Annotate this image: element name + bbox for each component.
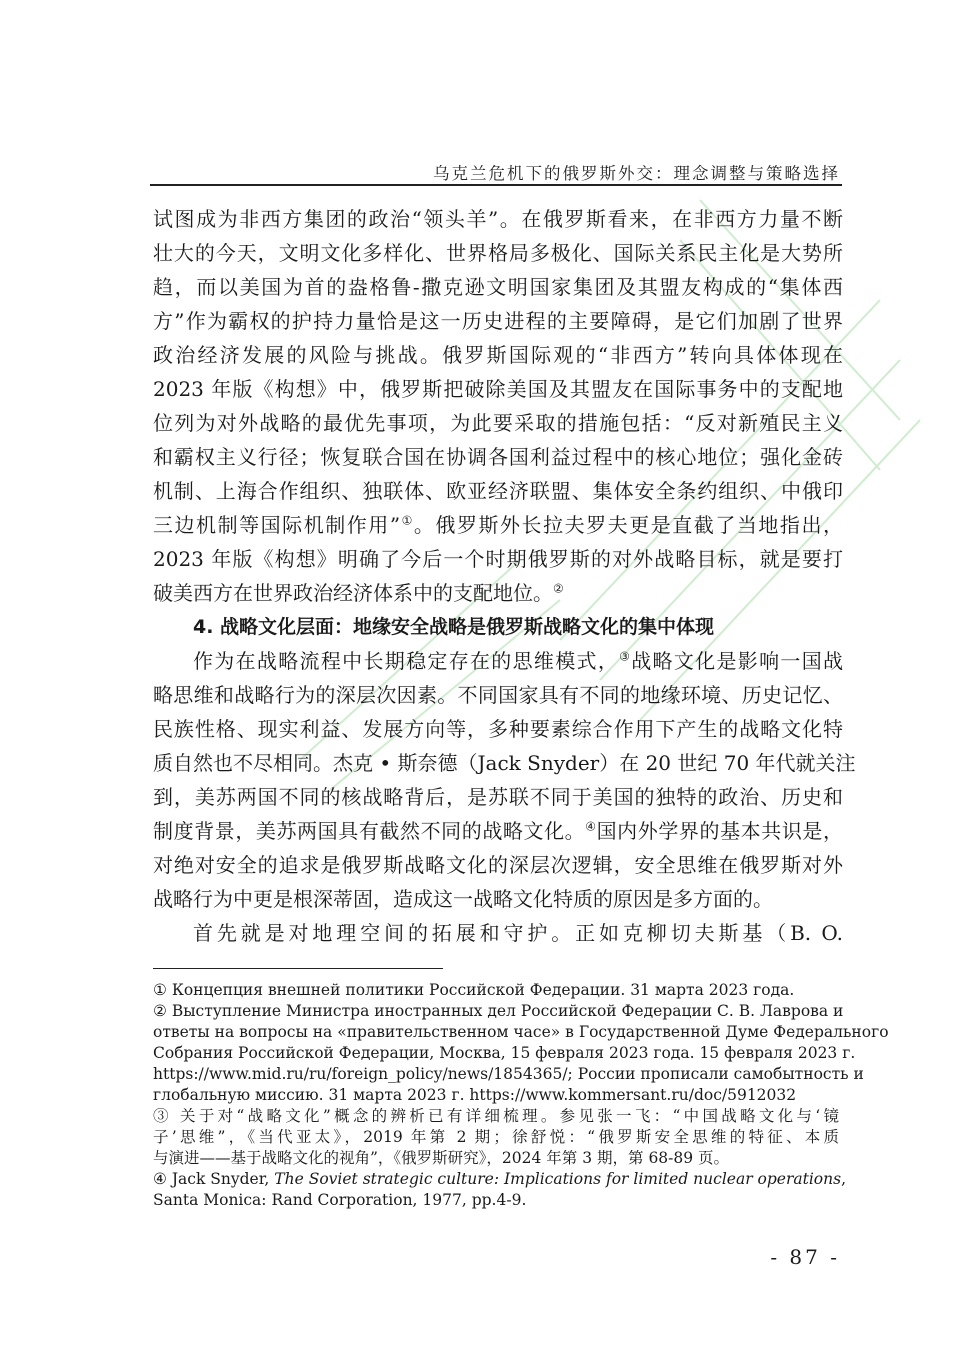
text-segment: 国内外学界的基本共识是， bbox=[596, 819, 844, 843]
text-line: 位列为对外战略的最优先事项，为此要采取的措施包括：“反对新殖民主义 bbox=[153, 411, 843, 435]
text-segment: 制度背景，美苏两国具有截然不同的战略文化。 bbox=[153, 819, 586, 843]
footnote-1: ① Концепция внешней политики Российской Федерации. 31 марта 2023 года. bbox=[153, 981, 795, 999]
footnotes bbox=[153, 980, 889, 1211]
footnote-4 bbox=[153, 1169, 847, 1190]
text-line: 质自然也不尽相同。杰克 • 斯奈德（Jack Snyder）在 20 世纪 70 年代就关注 bbox=[153, 751, 856, 775]
footnote-4-sep: , bbox=[841, 1170, 847, 1188]
footnote-3-cont: 子’思维”，《当代亚太》，2019 年第 2 期；徐舒悦：“俄罗斯安全思维的特征、本质 bbox=[153, 1128, 839, 1146]
main-text bbox=[153, 202, 856, 950]
text-segment: 。俄罗斯外长拉夫罗夫更是直截了当地指出， bbox=[413, 513, 843, 537]
text-line: 方”作为霸权的护持力量恰是这一历史进程的主要障碍，是它们加剧了世界 bbox=[153, 309, 843, 333]
text-line: 政治经济发展的风险与挑战。俄罗斯国际观的“非西方”转向具体体现在 bbox=[153, 343, 843, 367]
text-line: 对绝对安全的追求是俄罗斯战略文化的深层次逻辑，安全思维在俄罗斯对外 bbox=[153, 853, 843, 877]
running-header: 乌克兰危机下的俄罗斯外交：理念调整与策略选择 bbox=[433, 164, 840, 183]
text-line: 趋，而以美国为首的盎格鲁-撒克逊文明国家集团及其盟友构成的“集体西 bbox=[153, 275, 843, 299]
text-line bbox=[153, 508, 843, 542]
footnote-2-cont: Собрания Российской Федерации, Москва, 15 февраля 2023 года. 15 февраля 2023 г. bbox=[153, 1044, 856, 1062]
text-line bbox=[153, 814, 843, 848]
footnote-2: ② Выступление Министра иностранных дел Российской Федерации С. В. Лаврова и bbox=[153, 1002, 844, 1020]
footnote-2-cont: https://www.mid.ru/ru/foreign_policy/news/1854365/; России прописали самобытность и bbox=[153, 1065, 864, 1083]
text-line bbox=[153, 644, 843, 678]
text-line: 战略行为中更是根深蒂固，造成这一战略文化特质的原因是多方面的。 bbox=[153, 887, 773, 911]
footnote-4-title: The Soviet strategic culture: Implications for limited nuclear operations bbox=[274, 1170, 842, 1188]
text-line: 和霸权主义行径；恢复联合国在协调各国利益过程中的核心地位；强化金砖 bbox=[153, 445, 843, 469]
footnote-3-cont: 与演进——基于战略文化的视角”，《俄罗斯研究》，2024 年第 3 期，第 68-89 页。 bbox=[153, 1149, 730, 1167]
text-line: 试图成为非西方集团的政治“领头羊”。在俄罗斯看来，在非西方力量不断 bbox=[153, 207, 843, 231]
text-line: 机制、上海合作组织、独联体、欧亚经济联盟、集体安全条约组织、中俄印 bbox=[153, 479, 843, 503]
footnote-ref-2[interactable]: ② bbox=[553, 581, 564, 596]
footnote-3: ③ 关于对“战略文化”概念的辨析已有详细梳理。参见张一飞：“中国战略文化与‘镜 bbox=[153, 1107, 839, 1125]
footnote-2-cont: ответы на вопросы на «правительственном часе» в Государственной Думе Федерального bbox=[153, 1023, 889, 1041]
footnote-ref-4[interactable]: ④ bbox=[585, 819, 597, 834]
footnote-2-cont: глобальную миссию. 31 марта 2023 г. https://www.kommersant.ru/doc/5912032 bbox=[153, 1086, 797, 1104]
text-line: 首先就是对地理空间的拓展和守护。正如克柳切夫斯基（B. O. bbox=[193, 921, 843, 945]
header-rule bbox=[150, 184, 842, 186]
text-segment: 三边机制等国际机制作用” bbox=[153, 513, 401, 537]
section-heading: 4. 战略文化层面：地缘安全战略是俄罗斯战略文化的集中体现 bbox=[193, 616, 715, 638]
footnote-ref-1[interactable]: ① bbox=[400, 513, 414, 528]
text-line: 2023 年版《构想》中，俄罗斯把破除美国及其盟友在国际事务中的支配地 bbox=[153, 377, 843, 401]
text-segment: 战略文化是影响一国战 bbox=[631, 649, 844, 673]
text-line bbox=[153, 576, 843, 610]
text-line: 2023 年版《构想》明确了今后一个时期俄罗斯的对外战略目标，就是要打 bbox=[153, 547, 843, 571]
text-line: 壮大的今天，文明文化多样化、世界格局多极化、国际关系民主化是大势所 bbox=[153, 241, 843, 265]
footnote-4-author: ④ Jack Snyder, bbox=[153, 1170, 275, 1188]
text-segment: 作为在战略流程中长期稳定存在的思维模式， bbox=[193, 649, 620, 673]
text-segment: 破美西方在世界政治经济体系中的支配地位。 bbox=[153, 581, 553, 605]
text-line: 民族性格、现实利益、发展方向等，多种要素综合作用下产生的战略文化特 bbox=[153, 717, 843, 741]
footnote-4-cont: Santa Monica: Rand Corporation, 1977, pp.4-9. bbox=[153, 1191, 527, 1209]
footnote-ref-3[interactable]: ③ bbox=[619, 649, 632, 664]
text-line: 到，美苏两国不同的核战略背后，是苏联不同于美国的独特的政治、历史和 bbox=[153, 785, 843, 809]
page-number: - 87 - bbox=[770, 1245, 840, 1269]
footnote-rule bbox=[153, 968, 443, 969]
text-line: 略思维和战略行为的深层次因素。不同国家具有不同的地缘环境、历史记忆、 bbox=[153, 683, 843, 707]
